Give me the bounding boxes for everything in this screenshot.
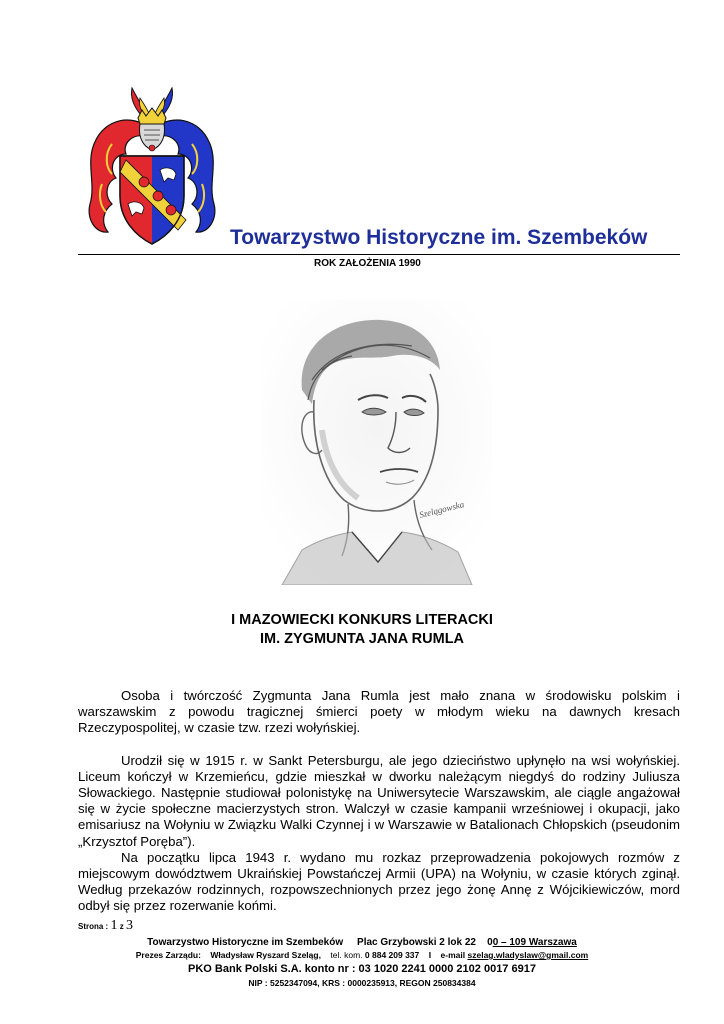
portrait-signature: Szelągowska <box>418 499 466 520</box>
footer-email-label: e-mail <box>440 950 466 960</box>
body-text <box>78 688 680 915</box>
footer-address-line <box>0 937 724 948</box>
header-divider <box>78 254 680 255</box>
paragraph-intro: Osoba i twórczość Zygmunta Jana Rumla jest mało znana w środowisku polskim i warszawskim z powodu tragicznej śmierci poety w młodym wieku na dawnych kresach Rzeczypospolitej, w czasie tzw. rzezi wołyńskiej. <box>78 688 680 736</box>
organization-title: Towarzystwo Historyczne im. Szembeków <box>230 226 648 249</box>
page-counter <box>78 918 133 934</box>
coat-of-arms-icon <box>82 84 222 254</box>
founded-year: ROK ZAŁOŻENIA 1990 <box>314 258 421 269</box>
paragraph-biography: Urodził się w 1915 r. w Sankt Petersburgu, ale jego dzieciństwo upłynęło na wsi wołyńskiej. Liceum kończył w Krzemieńcu, gdzie mieszkał w dworku należącym niegdyś do rodziny Juliusza Słowackiego. Następnie studiował polonistykę na Uniwersytecie Warszawskim, ale ciągle angażował się w życie społeczne macierzystych stron. Walczył w czasie kampanii wrześniowej i okupacji, jako emisariusz na Wołyniu w Związku Walki Czynnej i w Warszawie w Batalionach Chłopskich (pseudonim „Krzysztof Poręba”). <box>78 752 680 849</box>
footer-tel: 0 884 209 337 <box>364 950 420 960</box>
footer-postal: 0 – 109 Warszawa <box>492 937 577 948</box>
footer-tel-label: tel. kom. <box>330 950 363 960</box>
page-total: 3 <box>125 918 133 933</box>
page-of: z <box>119 922 124 931</box>
footer-address: Plac Grzybowski 2 lok 22 <box>357 937 476 948</box>
footer-bank-account: PKO Bank Polski S.A. konto nr : 03 1020 2241 0000 2102 0017 6917 <box>188 963 536 975</box>
footer-org: Towarzystwo Historyczne im Szembeków <box>147 937 344 948</box>
page-current: 1 <box>110 918 118 933</box>
footer-contact-line <box>0 950 724 960</box>
contest-title-line2: IM. ZYGMUNTA JANA RUMLA <box>259 631 465 647</box>
footer-separator: I <box>428 950 432 960</box>
footer-board-label: Prezes Zarządu: <box>135 950 201 960</box>
page-label: Strona : <box>78 922 109 931</box>
contest-title-line1: I MAZOWIECKI KONKURS LITERACKI <box>231 612 493 628</box>
footer-registration-ids: NIP : 5252347094, KRS : 0000235913, REGON 250834384 <box>248 978 476 988</box>
pencil-portrait-icon <box>262 300 492 585</box>
footer-email-link[interactable]: szelag.wladyslaw@gmail.com <box>467 950 589 960</box>
paragraph-death: Na początku lipca 1943 r. wydano mu rozkaz przeprowadzenia pokojowych rozmów z miejscowym dowództwem Ukraińskiej Powstańczej Armii (UPA) na Wołyniu, w czasie których zginął. Według przekazów rodzinnych, rozpowszechnionych przez jego żonę Annę z Wójcikiewiczów, mord odbył się przez rozerwanie końmi. <box>78 849 680 914</box>
footer-postal-prefix: 0 <box>487 937 493 948</box>
footer-president: Władysław Ryszard Szeląg, <box>210 950 321 960</box>
